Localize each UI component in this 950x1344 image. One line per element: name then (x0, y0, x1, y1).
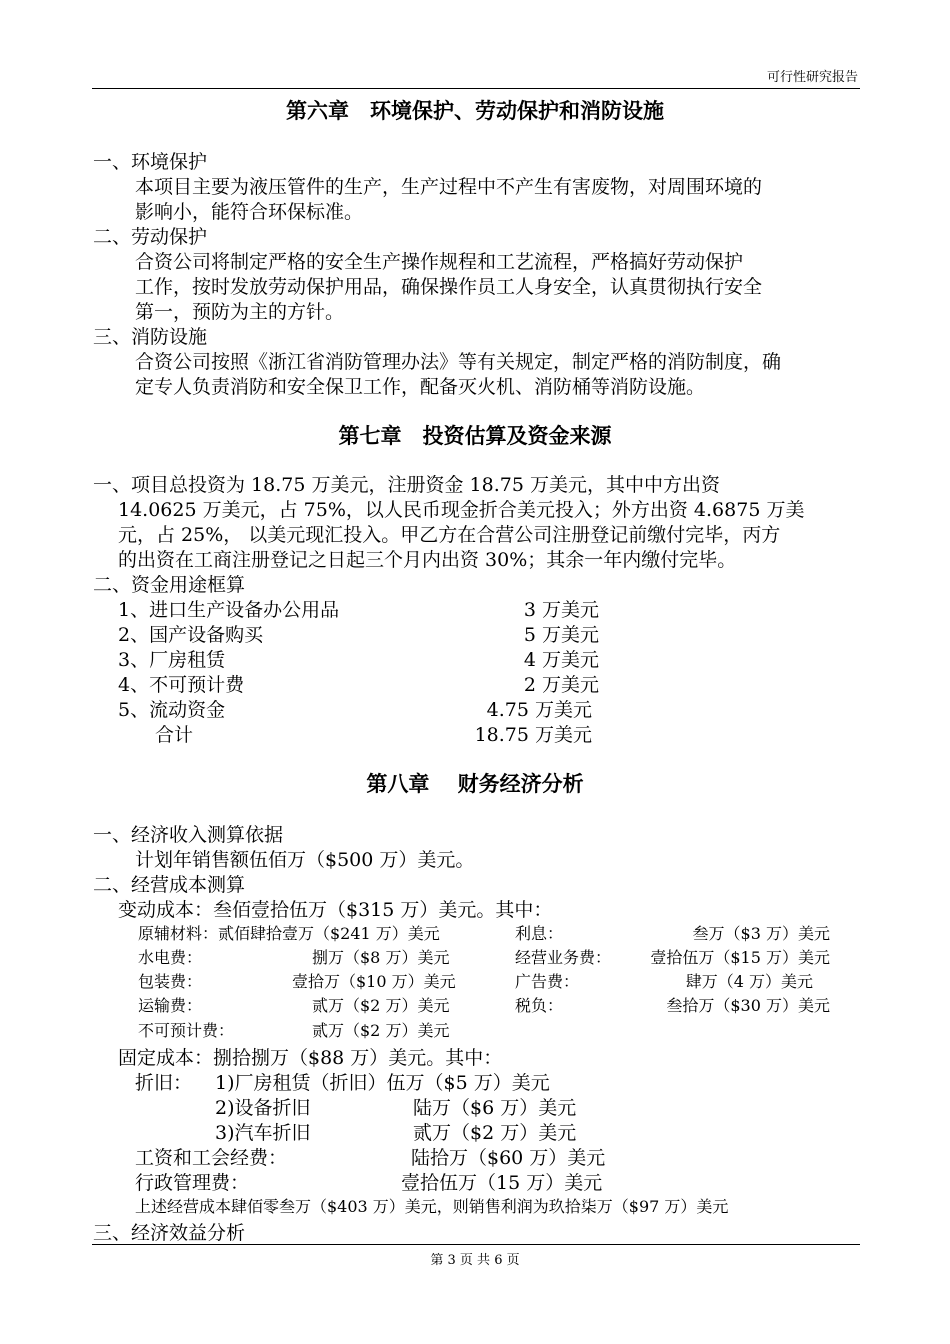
var-cost-label: 水电费： (138, 948, 203, 967)
fire-line: 定专人负责消防和安全保卫工作，配备灭火机、消防桶等消防设施。 (135, 376, 706, 398)
cost-summary: 上述经营成本肆佰零叁万（$403 万）美元，则销售利润为玖拾柒万（$97 万）美元 (135, 1197, 729, 1216)
admin-label: 行政管理费： (135, 1172, 250, 1194)
use-item-name: 5、流动资金 (118, 699, 226, 721)
env-line: 本项目主要为液压管件的生产，生产过程中不产生有害废物，对周围环境的 (135, 176, 763, 198)
var-cost-value: 贰万（$2 万）美元 (312, 1021, 450, 1040)
use-item-name: 1、进口生产设备办公用品 (118, 599, 340, 621)
var-cost-label: 经营业务费： (515, 948, 612, 967)
chapter-6-title: 第六章 环境保护、劳动保护和消防设施 (286, 99, 664, 123)
chapter-8-title: 第八章 财务经济分析 (366, 772, 584, 796)
env-line: 影响小，能符合环保标准。 (135, 201, 364, 223)
use-total-label: 合计 (155, 724, 194, 746)
invest-line: 的出资在工商注册登记之日起三个月内出资 30%；其余一年内缴付完毕。 (118, 549, 737, 571)
labor-line: 工作，按时发放劳动保护用品，确保操作员工人身安全，认真贯彻执行安全 (135, 276, 763, 298)
benefit-heading: 三、经济效益分析 (93, 1222, 246, 1244)
invest-line: 元，占 25%， 以美元现汇投入。甲乙方在合营公司注册登记前缴付完毕，丙方 (118, 524, 781, 546)
var-cost-label: 税负： (515, 996, 564, 1015)
use-item-name: 3、厂房租赁 (118, 649, 226, 671)
depreciation-label: 折旧： (135, 1072, 193, 1094)
var-cost-label: 广告费： (515, 972, 580, 991)
var-cost-label: 利息： (515, 924, 564, 943)
use-item-amount: 4.75 万美元 (486, 699, 592, 721)
header-text: 可行性研究报告 (766, 70, 858, 85)
var-cost-value: 贰万（$2 万）美元 (312, 996, 450, 1015)
depreciation-value: 贰万（$2 万）美元 (413, 1122, 577, 1144)
invest-line: 一、项目总投资为 18.75 万美元，注册资金 18.75 万美元，其中中方出资 (93, 474, 720, 496)
var-cost-label: 不可预计费： (138, 1021, 235, 1040)
use-item-amount: 3 万美元 (523, 599, 599, 621)
labor-heading: 二、劳动保护 (93, 226, 208, 248)
use-item-amount: 5 万美元 (523, 624, 599, 646)
invest-line: 14.0625 万美元，占 75%，以人民币现金折合美元投入；外方出资 4.6875 万美 (118, 499, 805, 521)
income-line: 计划年销售额伍佰万（$500 万）美元。 (135, 849, 475, 871)
env-heading: 一、环境保护 (93, 151, 208, 173)
fire-line: 合资公司按照《浙江省消防管理办法》等有关规定，制定严格的消防制度，确 (135, 351, 782, 373)
wage-value: 陆拾万（$60 万）美元 (411, 1147, 606, 1169)
labor-line: 第一，预防为主的方针。 (135, 301, 345, 323)
fire-heading: 三、消防设施 (93, 326, 208, 348)
use-total-amount: 18.75 万美元 (474, 724, 592, 746)
fixed-cost-line: 固定成本：捌拾捌万（$88 万）美元。其中： (118, 1047, 503, 1069)
labor-line: 合资公司将制定严格的安全生产操作规程和工艺流程，严格搞好劳动保护 (135, 251, 744, 273)
var-cost-value: 壹拾伍万（$15 万）美元 (650, 948, 830, 967)
var-cost-value: 壹拾万（$10 万）美元 (292, 972, 456, 991)
var-cost-value: 叁拾万（$30 万）美元 (666, 996, 830, 1015)
var-cost-value: 捌万（$8 万）美元 (312, 948, 450, 967)
var-cost-label: 运输费： (138, 996, 203, 1015)
wage-label: 工资和工会经费： (135, 1147, 288, 1169)
depreciation-item: 2)设备折旧 (215, 1097, 311, 1119)
page-number: 第 3 页 共 6 页 (430, 1253, 520, 1268)
use-item-amount: 4 万美元 (523, 649, 599, 671)
use-heading: 二、资金用途框算 (93, 574, 246, 596)
depreciation-item: 3)汽车折旧 (215, 1122, 311, 1144)
var-cost-label: 原辅材料：贰佰肆拾壹万（$241 万）美元 (138, 924, 440, 943)
footer-rule (92, 1244, 860, 1245)
use-item-amount: 2 万美元 (523, 674, 599, 696)
var-cost-value: 叁万（$3 万）美元 (692, 924, 830, 943)
admin-value: 壹拾伍万（15 万）美元 (401, 1172, 603, 1194)
use-item-name: 2、国产设备购买 (118, 624, 264, 646)
income-heading: 一、经济收入测算依据 (93, 824, 284, 846)
depreciation-item: 1)厂房租赁（折旧）伍万（$5 万）美元 (215, 1072, 550, 1094)
chapter-7-title: 第七章 投资估算及资金来源 (338, 424, 612, 448)
cost-heading: 二、经营成本测算 (93, 874, 246, 896)
header-rule (92, 88, 860, 89)
use-item-name: 4、不可预计费 (118, 674, 245, 696)
var-cost-value: 肆万（4 万）美元 (685, 972, 813, 991)
variable-cost-line: 变动成本：叁佰壹拾伍万（$315 万）美元。其中： (118, 899, 553, 921)
var-cost-label: 包装费： (138, 972, 203, 991)
depreciation-value: 陆万（$6 万）美元 (413, 1097, 577, 1119)
